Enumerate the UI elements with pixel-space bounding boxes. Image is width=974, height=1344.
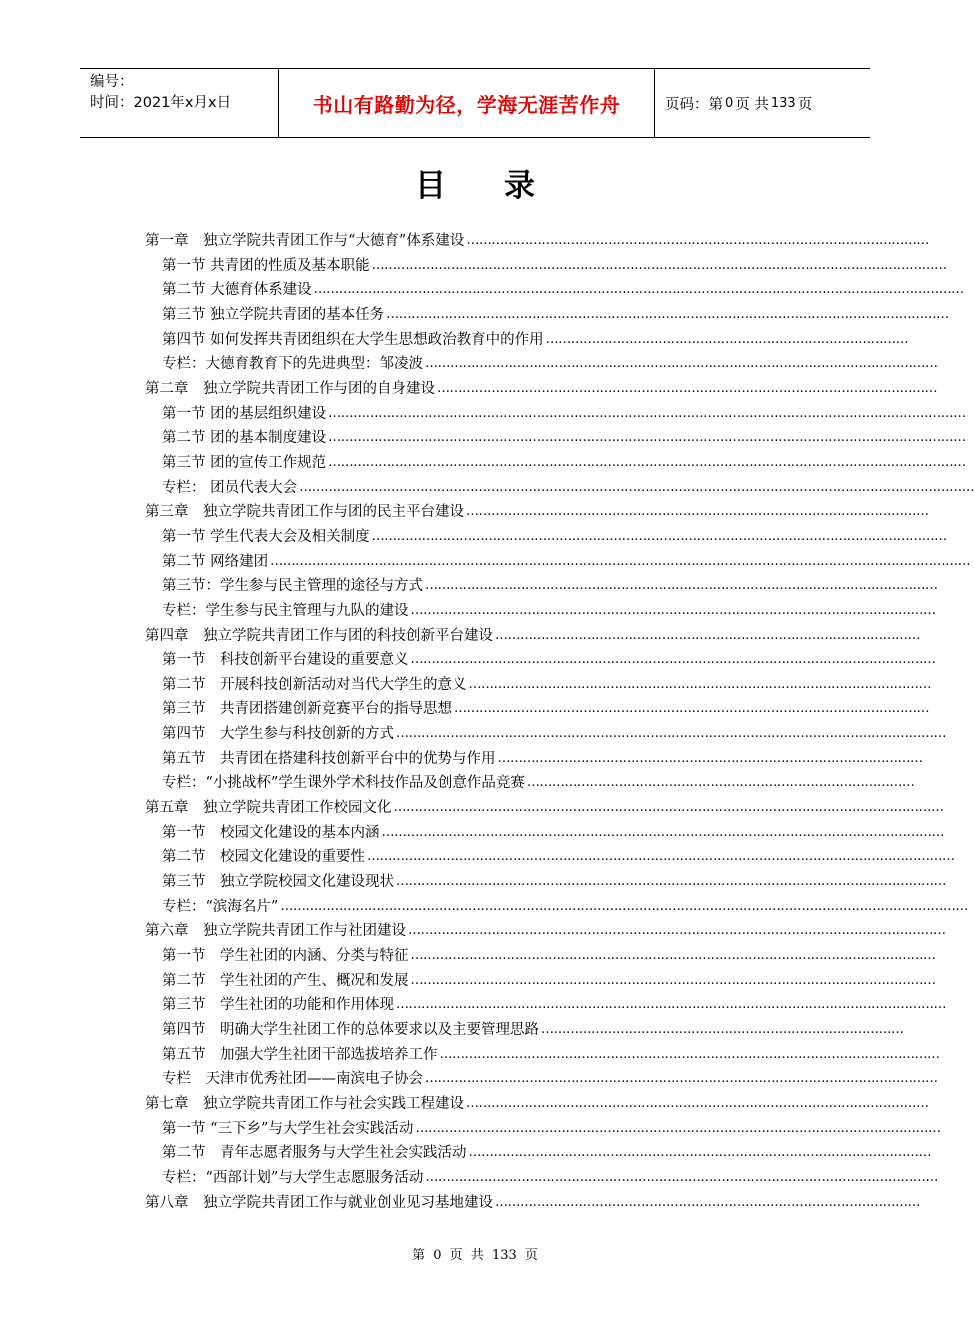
toc-section-entry[interactable] bbox=[0, 599, 950, 624]
toc-leader-dots: ………………………………………………………………………………………………………………………… bbox=[371, 528, 947, 544]
toc-section-entry[interactable] bbox=[0, 426, 966, 451]
toc-section-entry[interactable] bbox=[0, 722, 950, 747]
toc-section-entry[interactable] bbox=[0, 525, 950, 550]
toc-entry-text: 第一节 校园文化建设的基本内涵 bbox=[162, 824, 380, 841]
toc-section-entry[interactable] bbox=[0, 821, 950, 846]
toc-section-entry[interactable] bbox=[0, 254, 950, 279]
toc-leader-dots: ………………………………………………………………………………………… bbox=[495, 627, 920, 643]
toc-leader-dots: ………………………………………………………………………………………………………………………… bbox=[371, 257, 947, 273]
footer-prefix: 第 bbox=[412, 1248, 426, 1263]
toc-entry-text: 专栏：大德育教育下的先进典型：邹凌波 bbox=[162, 356, 423, 373]
toc-section-entry[interactable] bbox=[0, 1166, 950, 1191]
toc-leader-dots: …………………………………………………………………………………………………………… bbox=[425, 1071, 938, 1087]
toc-leader-dots: …………………………………………………………………………………………………………………… bbox=[396, 726, 946, 742]
toc-entry-text: 专栏：“小挑战杯”学生课外学术科技作品及创意作品竞赛 bbox=[162, 775, 525, 792]
toc-leader-dots: ………………………………………………………………………………………… bbox=[495, 1194, 920, 1210]
toc-leader-dots: ………………………………………………………………………………………………… bbox=[468, 676, 931, 692]
toc-entry-text: 第一节 “三下乡”与大学生社会实践活动 bbox=[162, 1120, 414, 1137]
toc-entry-text: 第一节 学生社团的内涵、分类与特征 bbox=[162, 948, 409, 965]
toc-chapter-entry[interactable] bbox=[0, 1191, 950, 1216]
toc-section-entry[interactable] bbox=[0, 1117, 950, 1142]
toc-section-entry[interactable] bbox=[0, 1018, 950, 1043]
toc-section-entry[interactable] bbox=[0, 550, 971, 575]
toc-entry-text: 第五节 共青团在搭建科技创新平台中的优势与作用 bbox=[162, 750, 496, 767]
toc-leader-dots: ……………………………………………………………………………………………………………… bbox=[415, 1120, 941, 1136]
toc-section-entry[interactable] bbox=[0, 352, 950, 377]
toc-entry-text: 第五章 独立学院共青团工作校园文化 bbox=[145, 800, 392, 817]
toc-section-entry[interactable] bbox=[0, 1067, 950, 1092]
toc-leader-dots: …………………………………………………………………………… bbox=[545, 331, 909, 347]
footer-suffix: 页 bbox=[524, 1248, 538, 1263]
toc-entry-text: 第二章 独立学院共青团工作与团的自身建设 bbox=[145, 380, 435, 397]
toc-section-entry[interactable] bbox=[0, 451, 966, 476]
toc-leader-dots: ……………………………………………………………………………………………………………………………………………… bbox=[299, 479, 974, 495]
toc-entry-text: 第一节 科技创新平台建设的重要意义 bbox=[162, 652, 409, 669]
toc-leader-dots: ……………………………………………………………………………………………………………………… bbox=[386, 306, 949, 322]
toc-section-entry[interactable] bbox=[0, 574, 950, 599]
toc-entry-text: 第三节 团的宣传工作规范 bbox=[162, 454, 327, 471]
toc-leader-dots: …………………………………………………………………………………………………………………… bbox=[396, 874, 946, 890]
header-page-current: 0 bbox=[725, 95, 734, 111]
toc-section-entry[interactable] bbox=[0, 944, 950, 969]
toc-entry-text: 第三节 独立学院校园文化建设现状 bbox=[162, 874, 394, 891]
toc-leader-dots: …………………………………………………………………………………………………………………………………………………… bbox=[270, 553, 971, 569]
header-page-suffix: 页 bbox=[797, 96, 813, 113]
toc-entry-text: 第一节 团的基层组织建设 bbox=[162, 405, 327, 422]
page-footer bbox=[0, 1244, 950, 1263]
toc-section-entry[interactable] bbox=[0, 845, 955, 870]
toc-leader-dots: …………………………………………………………………………………………………… bbox=[454, 701, 929, 717]
toc-leader-dots: …………………………………………………………………………………………………………… bbox=[425, 356, 938, 372]
toc-entry-text: 第二节 学生社团的产生、概况和发展 bbox=[162, 972, 409, 989]
toc-entry-text: 专栏： 团员代表大会 bbox=[162, 479, 298, 496]
toc-leader-dots: ………………………………………………………………………………………………………… bbox=[439, 1046, 940, 1062]
toc-chapter-entry[interactable] bbox=[0, 796, 950, 821]
toc-entry-text: 第二节 大德育体系建设 bbox=[162, 282, 312, 299]
toc-entry-text: 第三章 独立学院共青团工作与团的民主平台建设 bbox=[145, 504, 464, 521]
toc-entry-text: 第二节 网络建团 bbox=[162, 553, 269, 570]
toc-leader-dots: ………………………………………………………………………………………………… bbox=[466, 1095, 929, 1111]
footer-page-current: 0 bbox=[433, 1248, 442, 1263]
table-of-contents bbox=[0, 229, 974, 1215]
toc-leader-dots: ………………………………………………………………………………………………… bbox=[468, 1145, 931, 1161]
toc-entry-text: 第四节 大学生参与科技创新的方式 bbox=[162, 726, 394, 743]
document-number-label: 编号： bbox=[90, 74, 134, 90]
toc-entry-text: 第四节 明确大学生社团工作的总体要求以及主要管理思路 bbox=[162, 1022, 539, 1038]
footer-middle: 页 共 bbox=[449, 1248, 484, 1263]
toc-title: 目录 bbox=[415, 168, 593, 204]
document-header bbox=[80, 68, 870, 138]
header-motto-cell bbox=[279, 69, 655, 137]
toc-leader-dots: …………………………………………………………………………………………………………………… bbox=[393, 800, 944, 816]
toc-leader-dots: ……………………………………………………………………………………………………………… bbox=[410, 972, 936, 988]
toc-entry-text: 第三节：学生参与民主管理的途径与方式 bbox=[162, 578, 423, 595]
footer-page-total: 133 bbox=[491, 1248, 517, 1263]
toc-entry-text: 第三节 学生社团的功能和作用体现 bbox=[162, 997, 394, 1014]
toc-section-entry[interactable] bbox=[0, 747, 950, 772]
toc-leader-dots: ………………………………………………………………………………………… bbox=[497, 750, 923, 766]
toc-entry-text: 第八章 独立学院共青团工作与就业创业见习基地建设 bbox=[145, 1194, 493, 1211]
header-meta-cell bbox=[80, 69, 279, 137]
toc-section-entry[interactable] bbox=[0, 673, 950, 698]
toc-section-entry[interactable] bbox=[0, 771, 950, 796]
toc-section-entry[interactable] bbox=[0, 870, 950, 895]
toc-entry-text: 专栏：学生参与民主管理与九队的建设 bbox=[162, 602, 409, 619]
toc-entry-text: 第三节 共青团搭建创新竞赛平台的指导思想 bbox=[162, 701, 452, 718]
toc-leader-dots: …………………………………………………………………………………………………………………………… bbox=[367, 849, 955, 865]
toc-section-entry[interactable] bbox=[0, 476, 974, 501]
toc-section-entry[interactable] bbox=[0, 648, 950, 673]
header-page-cell bbox=[655, 69, 870, 137]
toc-section-entry[interactable] bbox=[0, 1043, 950, 1068]
toc-entry-text: 第四节 如何发挥共青团组织在大学生思想政治教育中的作用 bbox=[162, 331, 544, 348]
document-time-label: 时间：2021年x月x日 bbox=[90, 95, 232, 111]
header-page-middle: 页 共 bbox=[735, 96, 769, 113]
toc-chapter-entry[interactable] bbox=[0, 624, 950, 649]
toc-entry-text: 专栏 天津市优秀社团——南滨电子协会 bbox=[162, 1071, 423, 1088]
toc-section-entry[interactable] bbox=[0, 697, 950, 722]
toc-section-entry[interactable] bbox=[0, 303, 950, 328]
toc-entry-text: 第二节 开展科技创新活动对当代大学生的意义 bbox=[162, 676, 467, 693]
toc-chapter-entry[interactable] bbox=[0, 1092, 950, 1117]
toc-entry-text: 第四章 独立学院共青团工作与团的科技创新平台建设 bbox=[145, 627, 493, 644]
toc-entry-text: 第一节 共青团的性质及基本职能 bbox=[162, 257, 370, 274]
toc-leader-dots: ………………………………………………………………………………………………………………………………………… bbox=[313, 282, 964, 298]
toc-section-entry[interactable] bbox=[0, 993, 950, 1018]
toc-section-entry[interactable] bbox=[0, 402, 966, 427]
toc-entry-text: 第六章 独立学院共青团工作与社团建设 bbox=[145, 923, 406, 940]
toc-section-entry[interactable] bbox=[0, 969, 950, 994]
toc-chapter-entry[interactable] bbox=[0, 377, 950, 402]
toc-leader-dots: …………………………………………………………………………… bbox=[541, 1022, 904, 1037]
toc-section-entry[interactable] bbox=[0, 1141, 950, 1166]
toc-entry-text: 第一节 学生代表大会及相关制度 bbox=[162, 528, 370, 545]
toc-section-entry[interactable] bbox=[0, 278, 964, 303]
toc-entry-text: 专栏：“西部计划”与大学生志愿服务活动 bbox=[162, 1169, 424, 1186]
toc-leader-dots: ………………………………………………………………………………… bbox=[526, 775, 915, 791]
header-page-prefix: 页码：第 bbox=[665, 96, 723, 113]
toc-chapter-entry[interactable] bbox=[0, 919, 950, 944]
toc-leader-dots: ……………………………………………………………………………………………………………………………………… bbox=[328, 430, 966, 446]
toc-entry-text: 第三节 独立学院共青团的基本任务 bbox=[162, 306, 385, 323]
toc-entry-text: 第二节 校园文化建设的重要性 bbox=[162, 849, 365, 866]
toc-entry-text: 第二节 团的基本制度建设 bbox=[162, 430, 327, 447]
toc-entry-text: 第二节 青年志愿者服务与大学生社会实践活动 bbox=[162, 1145, 467, 1162]
toc-section-entry[interactable] bbox=[0, 328, 950, 353]
toc-leader-dots: …………………………………………………………………………………………………………………… bbox=[396, 997, 946, 1013]
toc-leader-dots: ……………………………………………………………………………………………………………………………………… bbox=[328, 454, 966, 470]
toc-leader-dots: ……………………………………………………………………………………………………………… bbox=[410, 948, 936, 964]
toc-leader-dots: ………………………………………………………………………………………………………… bbox=[437, 380, 937, 396]
toc-section-entry[interactable] bbox=[0, 895, 968, 920]
toc-leader-dots: ………………………………………………………………………………………………………………………………………………… bbox=[280, 898, 968, 914]
toc-leader-dots: ……………………………………………………………………………………………………………………………………… bbox=[328, 405, 966, 421]
toc-leader-dots: ………………………………………………………………………………………………………………… bbox=[408, 923, 946, 939]
toc-chapter-entry[interactable] bbox=[0, 500, 950, 525]
toc-entry-text: 专栏：“滨海名片” bbox=[162, 898, 279, 915]
toc-entry-text: 第五节 加强大学生社团干部选拔培养工作 bbox=[162, 1046, 438, 1063]
toc-leader-dots: …………………………………………………………………………………………………………… bbox=[425, 1169, 938, 1185]
toc-entry-text: 第一章 独立学院共青团工作与“大德育”体系建设 bbox=[145, 233, 465, 249]
toc-leader-dots: ……………………………………………………………………………………………………………… bbox=[410, 602, 936, 618]
header-page-total: 133 bbox=[770, 95, 796, 111]
toc-leader-dots: ………………………………………………………………………………………………… bbox=[466, 233, 929, 248]
toc-chapter-entry[interactable] bbox=[0, 229, 950, 254]
header-motto: 书山有路勤为径，学海无涯苦作舟 bbox=[312, 92, 621, 117]
toc-leader-dots: …………………………………………………………………………………………………………… bbox=[425, 578, 938, 594]
toc-entry-text: 第七章 独立学院共青团工作与社会实践工程建设 bbox=[145, 1095, 464, 1112]
toc-leader-dots: ………………………………………………………………………………………………… bbox=[466, 504, 929, 520]
toc-leader-dots: ……………………………………………………………………………………………………………… bbox=[410, 652, 936, 668]
toc-leader-dots: ……………………………………………………………………………………………………………………… bbox=[381, 824, 944, 840]
